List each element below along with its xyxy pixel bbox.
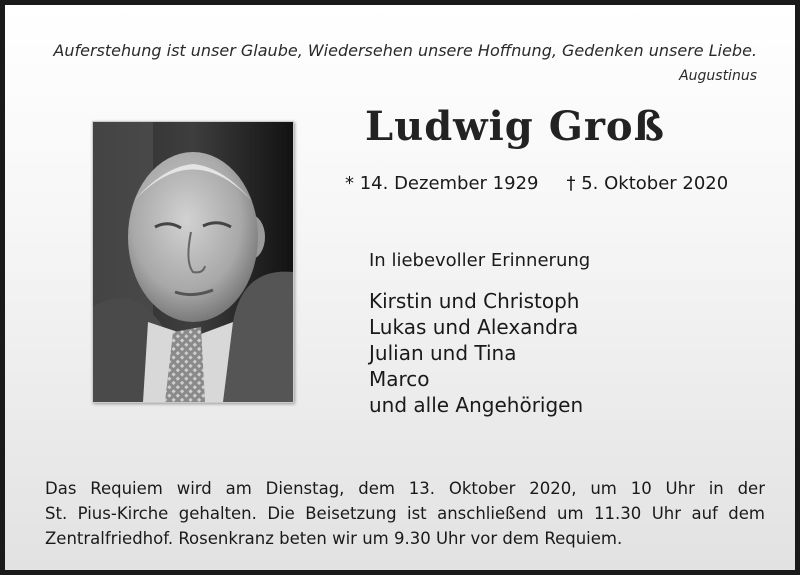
requiem-line: Zentralfriedhof. Rosenkranz beten wir um 9.30 Uhr vor dem Requiem. [45,529,623,548]
epigraph-author: Augustinus [679,68,757,84]
requiem-line: St. Pius-Kirche gehalten. Die Beisetzung ist anschließend um 11.30 Uhr auf dem [45,504,765,523]
life-dates [345,173,728,194]
mourners-list [369,288,583,418]
epigraph-quote: Auferstehung ist unser Glaube, Wiedersehen unsere Hoffnung, Gedenken unsere Liebe. [53,41,757,60]
mourner-entry: Kirstin und Christoph [369,289,580,313]
birth-date: * 14. Dezember 1929 [345,173,539,194]
deceased-name: Ludwig Groß [365,103,666,150]
mourner-entry: Lukas und Alexandra [369,315,579,339]
mourner-entry: und alle Angehörigen [369,393,584,417]
requiem-line: Das Requiem wird am Dienstag, dem 13. Oktober 2020, um 10 Uhr in der [45,479,765,498]
mourner-entry: Julian und Tina [369,341,517,365]
portrait-photo [92,121,294,403]
death-date: † 5. Oktober 2020 [566,173,729,194]
memory-line: In liebevoller Erinnerung [369,250,591,271]
mourner-entry: Marco [369,367,430,391]
requiem-info [45,476,765,551]
